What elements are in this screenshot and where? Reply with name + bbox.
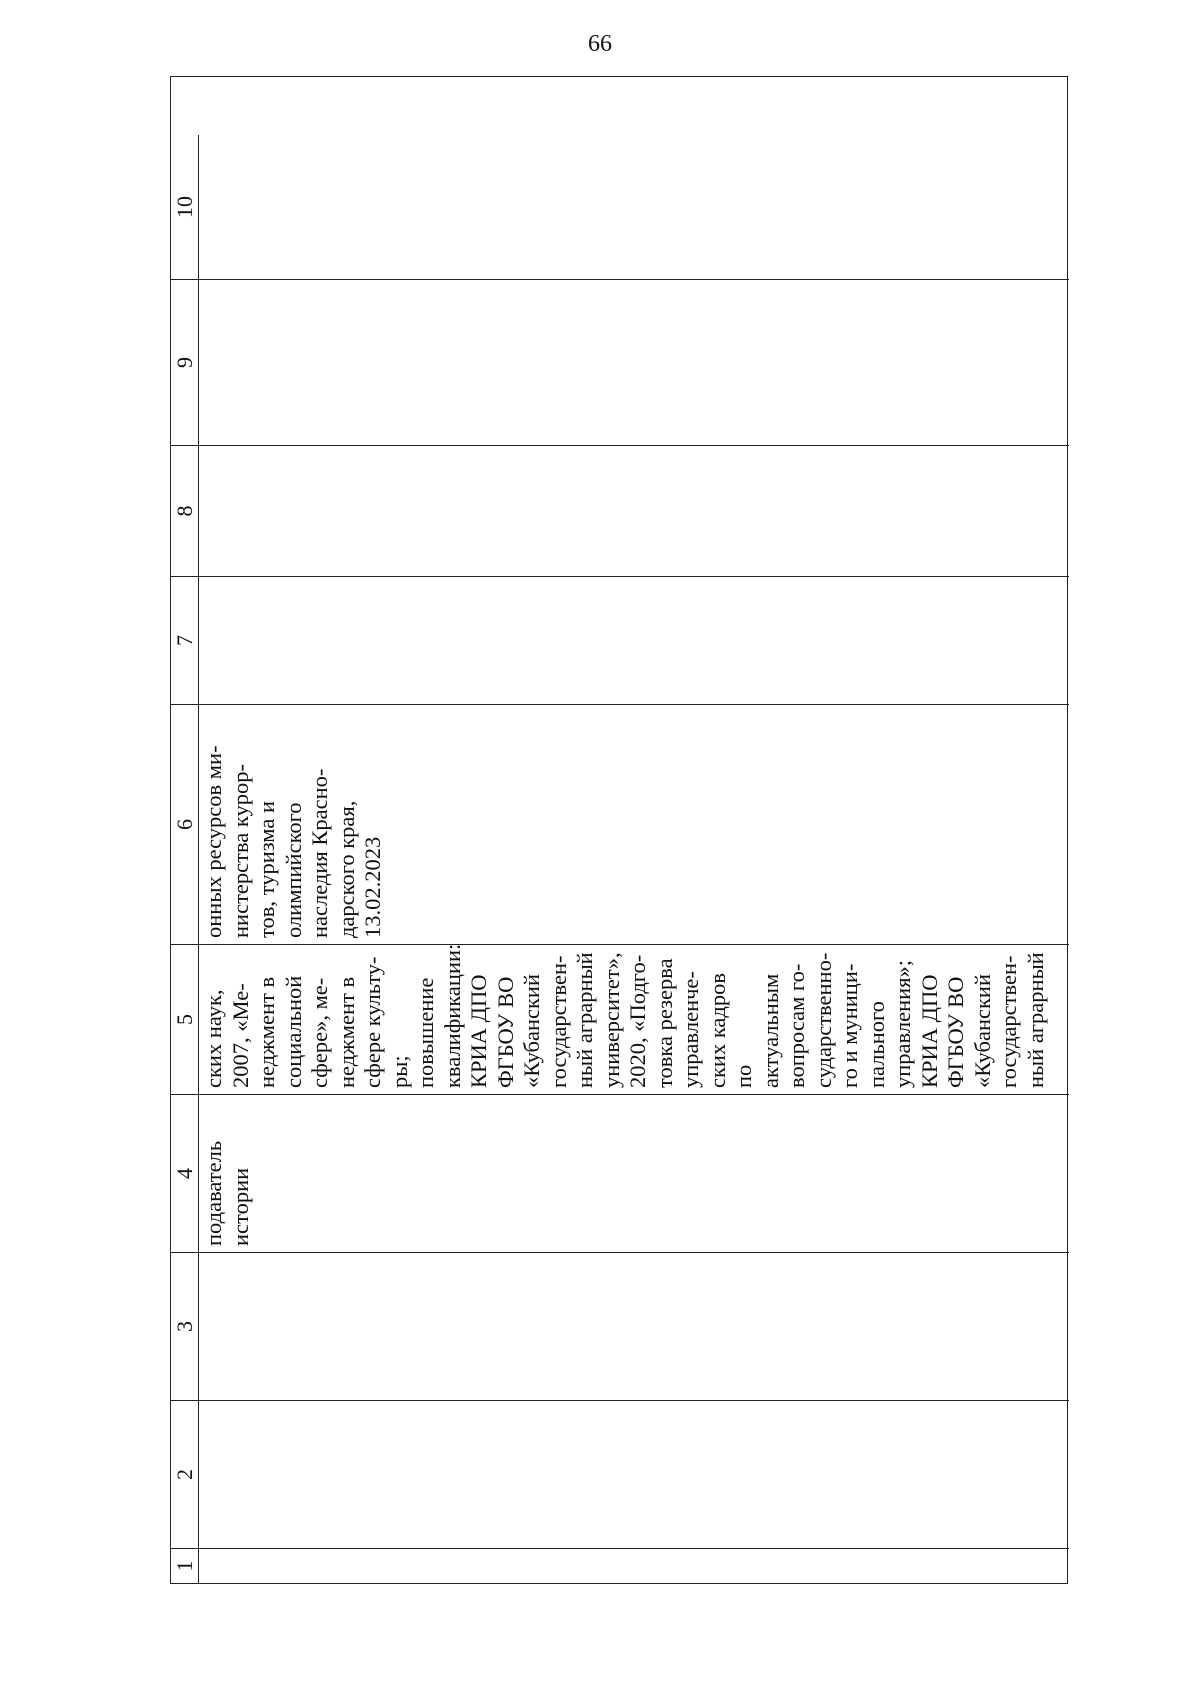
- table-cell-position: подаватель истории: [199, 1094, 1069, 1252]
- table-cell-col9: [199, 279, 1069, 445]
- table-cell-education: ских наук, 2007, «Ме- неджмент в социальной сфере», ме- неджмент в сфере культу- ры; повышение квалификации: КРИА ДПО ФГБОУ ВО «Кубанский государствен- ный аграрный университет», 2020, «Подго- товка резерва управленче- ских кадров по актуальным вопросам го- сударственно- го и муници- пального управления»; КРИА ДПО ФГБОУ ВО «Кубанский государствен- ный аграрный: [199, 944, 1069, 1094]
- column-header-10: 10: [171, 135, 199, 279]
- column-header-7: 7: [171, 576, 199, 704]
- column-header-9: 9: [171, 279, 199, 445]
- table-cell-col1: [199, 1548, 1069, 1583]
- table-cell-col10: [199, 135, 1069, 279]
- column-header-3: 3: [171, 1252, 199, 1400]
- column-header-6: 6: [171, 704, 199, 944]
- column-header-1: 1: [171, 1548, 199, 1583]
- column-header-2: 2: [171, 1400, 199, 1548]
- column-header-8: 8: [171, 445, 199, 576]
- table-cell-col3: [199, 1252, 1069, 1400]
- table-cell-col2: [199, 1400, 1069, 1548]
- table-cell-col6: онных ресурсов ми- нистерства курор- тов, туризма и олимпийского наследия Красно- дарского края, 13.02.2023: [199, 704, 1069, 944]
- page-number: 66: [588, 31, 612, 57]
- column-header-4: 4: [171, 1094, 199, 1252]
- table-cell-col7: [199, 576, 1069, 704]
- table-cell-col8: [199, 445, 1069, 576]
- column-header-5: 5: [171, 944, 199, 1094]
- data-table: [170, 76, 1068, 1584]
